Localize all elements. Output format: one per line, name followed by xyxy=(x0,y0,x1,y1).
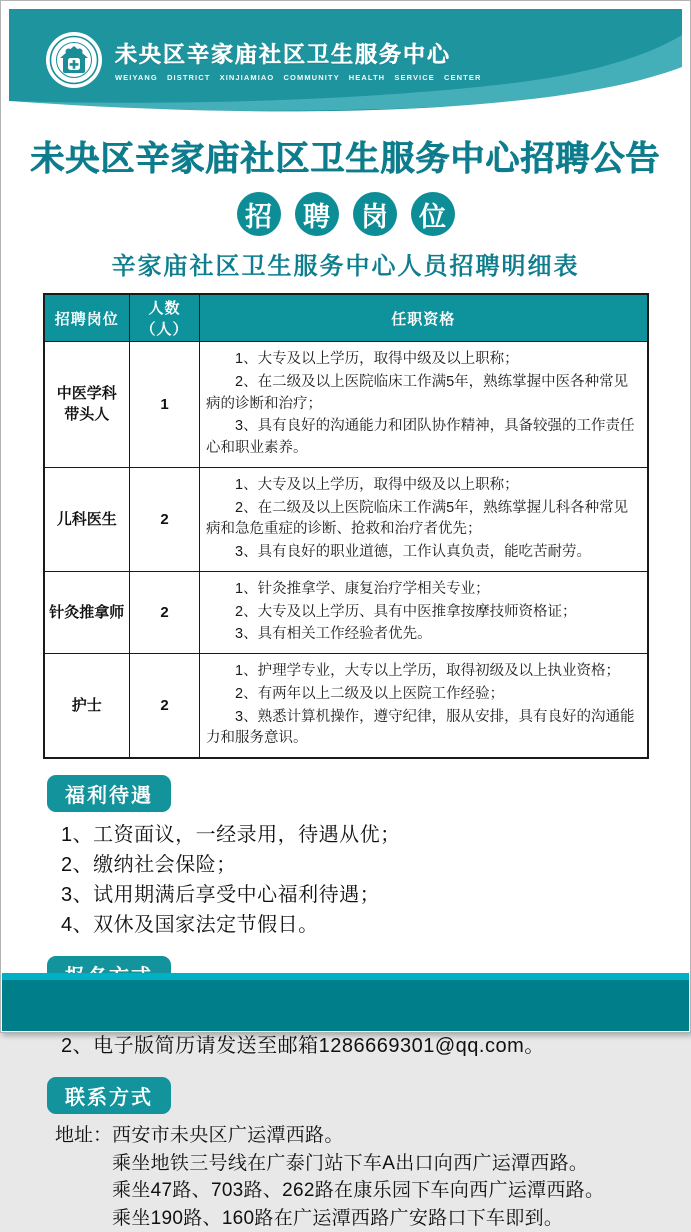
count-cell: 2 xyxy=(130,654,200,759)
qualification-item: 3、具有相关工作经验者优先。 xyxy=(235,626,432,643)
qualification-item: 2、在二级及以上医院临床工作满5年，熟练掌握儿科各种常见病和急危重症的诊断、抢救和治疗者优先； xyxy=(206,499,629,538)
contact-lines xyxy=(112,1122,604,1232)
org-name: 未央区辛家庙社区卫生服务中心 xyxy=(115,42,452,67)
position-cell: 针灸推拿师 xyxy=(44,571,130,653)
qualification-item: 3、具有良好的职业道德，工作认真负责，能吃苦耐劳。 xyxy=(235,544,592,560)
badge-char: 聘 xyxy=(295,192,339,236)
recruitment-table xyxy=(43,293,649,759)
benefit-item: 2、缴纳社会保险； xyxy=(61,854,237,876)
qualification-item: 1、大专及以上学历，取得中级及以上职称； xyxy=(235,351,519,367)
table-header-row xyxy=(44,294,648,342)
table-title: 辛家庙社区卫生服务中心人员招聘明细表 xyxy=(111,254,580,280)
position-cell: 儿科医生 xyxy=(44,467,130,571)
qualification-item: 1、大专及以上学历，取得中级及以上职称； xyxy=(235,476,519,493)
qualification-item: 1、针灸推拿学、康复治疗学相关专业； xyxy=(235,580,490,597)
column-header-position: 招聘岗位 xyxy=(44,294,130,342)
contact-heading-badge: 联系方式 xyxy=(47,1077,171,1114)
table-row xyxy=(44,467,648,571)
footer-band xyxy=(2,973,689,1031)
count-cell: 2 xyxy=(130,571,200,653)
table-row xyxy=(44,342,648,468)
qualification-item: 2、在二级及以上医院临床工作满5年，熟练掌握中医各种常见病的诊断和治疗； xyxy=(206,373,629,412)
qualification-item: 2、大专及以上学历、具有中医推拿按摩技师资格证； xyxy=(235,603,577,620)
benefits-section xyxy=(47,759,650,940)
qualification-item: 2、有两年以上二级及以上医院工作经验； xyxy=(235,685,505,702)
count-cell: 1 xyxy=(130,342,200,468)
badge-char: 招 xyxy=(237,192,281,236)
org-name-english: WEIYANG DISTRICT XINJIAMIAO COMMUNITY HEALTH SERVICE CENTER xyxy=(115,73,482,82)
qualifications-cell xyxy=(200,571,648,653)
qualifications-cell xyxy=(200,467,648,571)
header-banner xyxy=(9,9,682,115)
benefit-item: 1、工资面议，一经录用，待遇从优； xyxy=(61,824,401,846)
benefit-item: 3、试用期满后享受中心福利待遇； xyxy=(61,884,381,906)
footer-accent-stripe xyxy=(2,973,689,980)
qualification-item: 3、熟悉计算机操作，遵守纪律，服从安排，具有良好的沟通能力和服务意识。 xyxy=(206,708,635,747)
table-row xyxy=(44,654,648,759)
contact-section xyxy=(47,1061,650,1232)
qualifications-cell xyxy=(200,342,648,468)
count-cell: 2 xyxy=(130,467,200,571)
position-cell: 中医学科 带头人 xyxy=(44,342,130,468)
recruit-badge-row xyxy=(1,192,690,236)
badge-char: 岗 xyxy=(353,192,397,236)
benefit-item: 4、双休及国家法定节假日。 xyxy=(61,914,319,936)
org-logo-icon xyxy=(45,31,103,89)
application-item: 2、电子版简历请发送至邮箱1286669301@qq.com。 xyxy=(61,1035,545,1057)
contact-line: 西安市未央区广运潭西路。 xyxy=(112,1125,344,1146)
contact-line: 乘坐190路、160路在广运潭西路广安路口下车即到。 xyxy=(112,1207,564,1229)
badge-char: 位 xyxy=(411,192,455,236)
address-label: 地址： xyxy=(55,1125,113,1146)
contact-line: 乘坐地铁三号线在广泰门站下车A出口向西广运潭西路。 xyxy=(112,1152,589,1174)
page-title: 未央区辛家庙社区卫生服务中心招聘公告 xyxy=(30,140,661,178)
contact-line: 乘坐47路、703路、262路在康乐园下车向西广运潭西路。 xyxy=(112,1180,605,1202)
column-header-qualifications: 任职资格 xyxy=(200,294,648,342)
benefits-heading-badge: 福利待遇 xyxy=(47,775,171,812)
org-name-block xyxy=(115,38,481,82)
column-header-count: 人数（人） xyxy=(130,294,200,342)
position-cell: 护士 xyxy=(44,654,130,759)
table-row xyxy=(44,571,648,653)
qualifications-cell xyxy=(200,654,648,759)
qualification-item: 1、护理学专业，大专以上学历，取得初级及以上执业资格； xyxy=(235,663,621,679)
qualification-item: 3、具有良好的沟通能力和团队协作精神，具备较强的工作责任心和职业素养。 xyxy=(206,418,635,456)
footer-teal-bar xyxy=(2,980,689,1031)
